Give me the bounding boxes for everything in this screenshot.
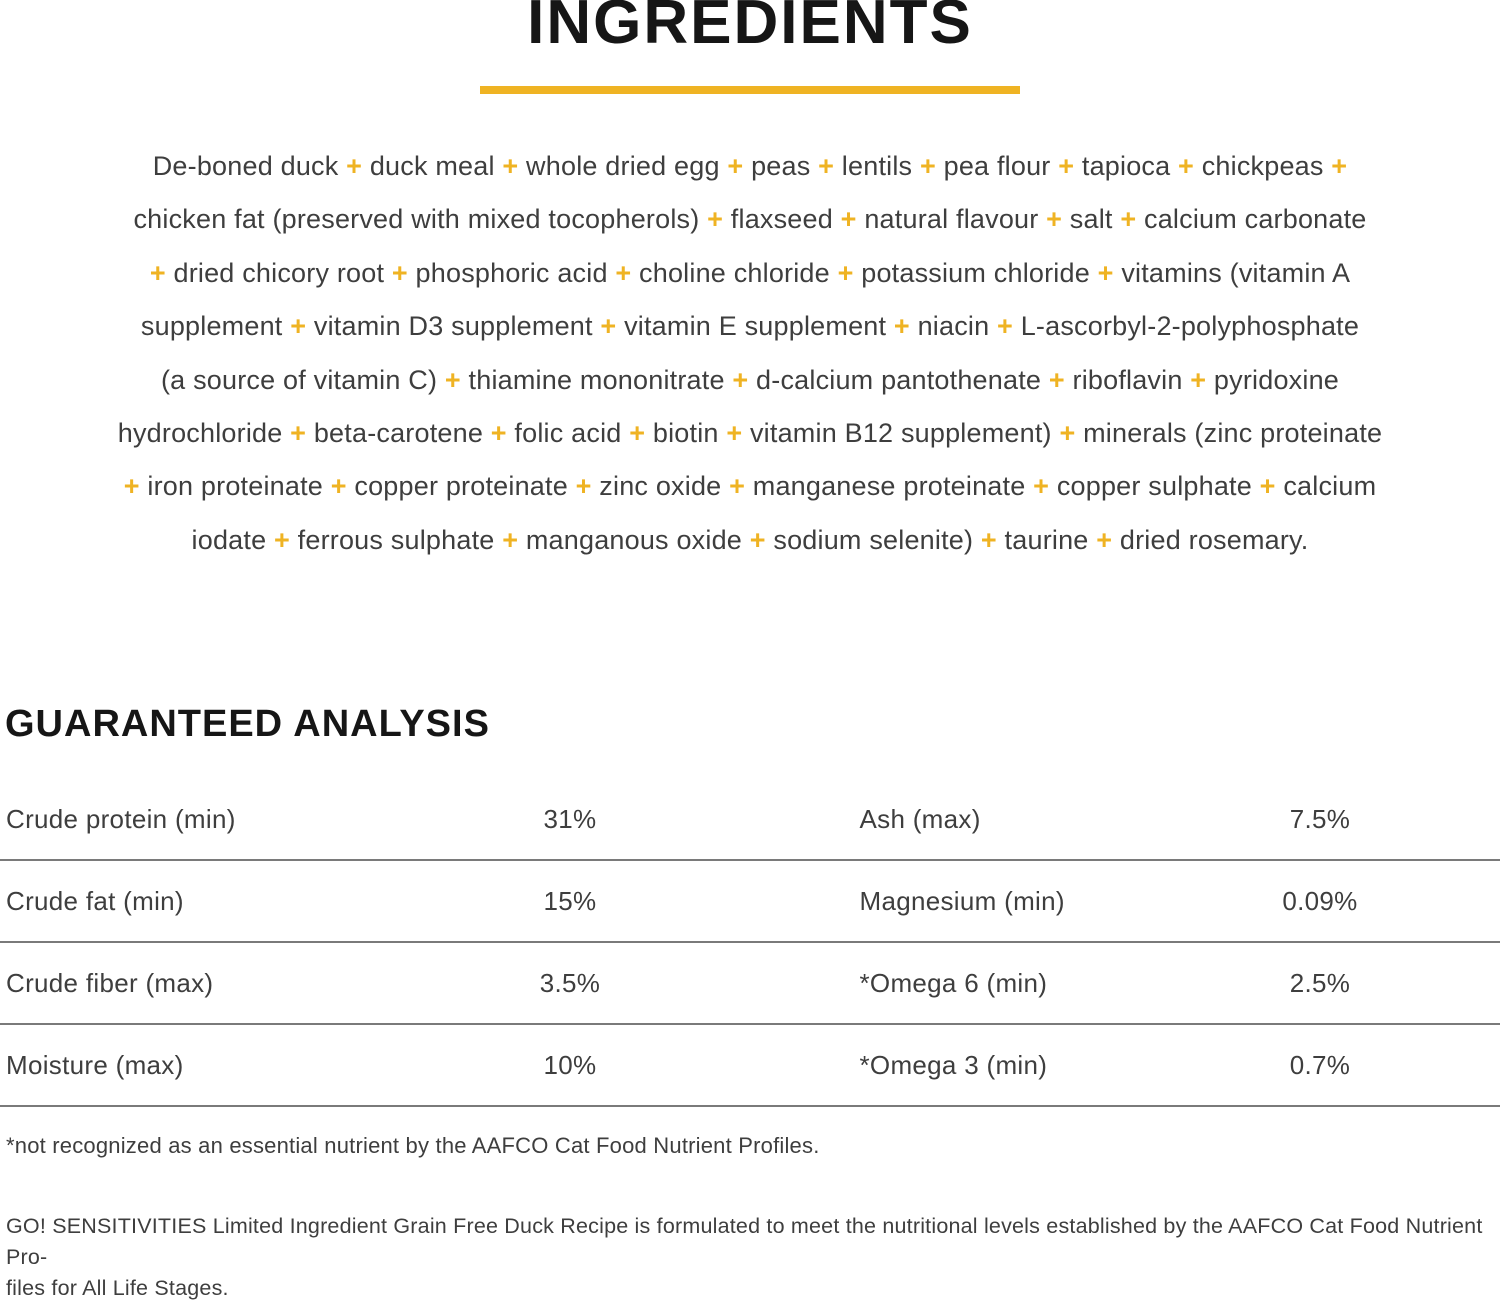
ingredients-line: (a source of vitamin C) + thiamine mononitrate + d-calcium pantothenate + riboflavin + pyridoxine <box>160 364 1340 395</box>
analysis-row <box>0 943 1500 1025</box>
ingredients-line: + dried chicory root + phosphoric acid + choline chloride + potassium chloride + vitamins (vitamin A <box>149 257 1351 288</box>
plus-separator: + <box>290 418 307 449</box>
guaranteed-analysis-title: GUARANTEED ANALYSIS <box>5 703 490 746</box>
plus-separator: + <box>1096 524 1113 555</box>
ingredients-line: De-boned duck + duck meal + whole dried egg + peas + lentils + pea flour + tapioca + chickpeas + <box>152 151 1348 181</box>
plus-separator: + <box>729 471 746 502</box>
plus-separator: + <box>707 204 724 235</box>
plus-separator: + <box>391 257 408 288</box>
plus-separator: + <box>840 204 857 235</box>
ingredients-line: hydrochloride + beta-carotene + folic acid + biotin + vitamin B12 supplement) + minerals (zinc proteinate <box>117 418 1383 449</box>
plus-separator: + <box>727 151 744 181</box>
title-underline <box>480 86 1020 94</box>
plus-separator: + <box>123 471 140 502</box>
plus-separator: + <box>330 471 347 502</box>
plus-separator: + <box>502 151 519 181</box>
analysis-row <box>0 861 1500 943</box>
plus-separator: + <box>818 151 835 181</box>
plus-separator: + <box>290 311 307 342</box>
plus-separator: + <box>1046 204 1063 235</box>
plus-separator: + <box>1033 471 1050 502</box>
analysis-value: 15% <box>543 885 597 916</box>
analysis-value: 10% <box>543 1049 597 1080</box>
ingredients-title: INGREDIENTS <box>527 0 973 57</box>
plus-separator: + <box>919 151 936 181</box>
analysis-label: *Omega 6 (min) <box>859 967 1048 998</box>
plus-separator: + <box>1059 418 1076 449</box>
analysis-label: Moisture (max) <box>6 1049 184 1080</box>
analysis-label: *Omega 3 (min) <box>859 1049 1048 1080</box>
plus-separator: + <box>444 364 461 395</box>
plus-separator: + <box>1097 257 1114 288</box>
plus-separator: + <box>1259 471 1276 502</box>
plus-separator: + <box>997 311 1013 342</box>
plus-separator: + <box>1178 151 1195 181</box>
plus-separator: + <box>490 418 507 449</box>
plus-separator: + <box>749 524 766 555</box>
guaranteed-analysis-table <box>0 779 1500 1107</box>
analysis-label: Crude fiber (max) <box>6 967 214 998</box>
plus-separator: + <box>346 151 363 181</box>
analysis-label: Crude fat (min) <box>6 885 184 916</box>
analysis-label: Crude protein (min) <box>6 803 236 834</box>
ingredients-line: + iron proteinate + copper proteinate + zinc oxide + manganese proteinate + copper sulphate + calcium <box>123 471 1377 502</box>
analysis-label: Ash (max) <box>859 803 981 834</box>
aafco-statement-line-1: GO! SENSITIVITIES Limited Ingredient Grain Free Duck Recipe is formulated to meet the nutritional levels established by the AAFCO Cat Food Nutrient Pro- <box>6 1214 1483 1270</box>
ingredients-line: chicken fat (preserved with mixed tocopherols) + flaxseed + natural flavour + salt + calcium carbonate <box>133 204 1367 235</box>
ingredients-list <box>0 140 1500 567</box>
plus-separator: + <box>575 471 592 502</box>
aafco-statement <box>0 1211 1500 1304</box>
aafco-statement-line-2: files for All Life Stages. <box>6 1276 229 1301</box>
analysis-value: 7.5% <box>1289 803 1351 834</box>
aafco-footnote: *not recognized as an essential nutrient by the AAFCO Cat Food Nutrient Profiles. <box>6 1133 820 1159</box>
analysis-row <box>0 779 1500 861</box>
ingredients-line: iodate + ferrous sulphate + manganous oxide + sodium selenite) + taurine + dried rosemary. <box>191 524 1309 555</box>
plus-separator: + <box>600 311 617 342</box>
analysis-label: Magnesium (min) <box>859 885 1065 916</box>
analysis-value: 3.5% <box>539 967 601 998</box>
plus-separator: + <box>732 364 749 395</box>
plus-separator: + <box>1120 204 1137 235</box>
analysis-value: 0.09% <box>1282 885 1358 916</box>
plus-separator: + <box>980 524 997 555</box>
plus-separator: + <box>149 257 166 288</box>
plus-separator: + <box>629 418 646 449</box>
plus-separator: + <box>893 311 910 342</box>
plus-separator: + <box>1331 151 1348 181</box>
plus-separator: + <box>274 524 290 555</box>
plus-separator: + <box>502 524 519 555</box>
plus-separator: + <box>615 257 632 288</box>
plus-separator: + <box>1058 151 1075 181</box>
analysis-value: 31% <box>543 803 597 834</box>
analysis-value: 0.7% <box>1289 1049 1351 1080</box>
plus-separator: + <box>1190 364 1207 395</box>
analysis-row <box>0 1025 1500 1107</box>
plus-separator: + <box>1048 364 1065 395</box>
ingredients-line: supplement + vitamin D3 supplement + vitamin E supplement + niacin + L-ascorbyl-2-polyphosphate <box>140 311 1360 342</box>
plus-separator: + <box>726 418 743 449</box>
analysis-value: 2.5% <box>1289 967 1351 998</box>
plus-separator: + <box>837 257 854 288</box>
